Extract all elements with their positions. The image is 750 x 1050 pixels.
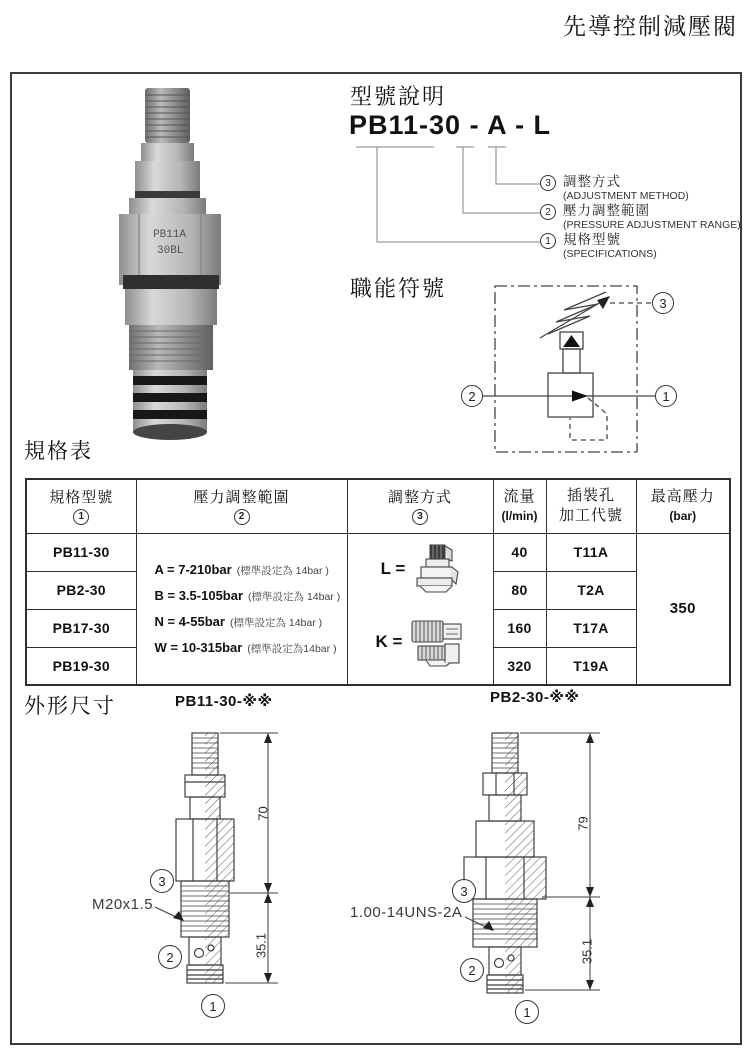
symbol-envelope [495, 286, 637, 452]
callout-1-zh: 規格型號 [563, 232, 621, 247]
thread-label-m20: M20x1.5 [92, 896, 154, 913]
spec-table-header-row [26, 479, 730, 533]
model-callout-lines [345, 140, 555, 250]
adjust-arrowhead [597, 296, 610, 309]
model-code: PB11-30 - A - L [349, 110, 552, 140]
callout-2-badge: 2 [540, 204, 556, 220]
cavity-cell-1: T2A [546, 571, 636, 609]
valve-photo [95, 85, 245, 445]
photo-stamp-2: 30BL [157, 245, 184, 257]
page-title: 先導控制減壓閥 [563, 13, 738, 39]
adjustment-cell [347, 533, 493, 685]
pb11-port-3: 3 [150, 869, 174, 893]
col-header-max-pressure: 最高壓力 (bar) [636, 479, 730, 533]
pressure-note-n: (標準設定為 14bar ) [229, 616, 323, 629]
callout-1-badge: 1 [540, 233, 556, 249]
flow-cell-1: 80 [493, 571, 546, 609]
col-header-model-circle: 1 [73, 509, 89, 525]
callout-2-zh: 壓力調整範圍 [563, 203, 650, 218]
pilot-feedback-line [570, 398, 607, 440]
col-header-model: 規格型號 1 [26, 479, 136, 533]
thread-label-uns: 1.00-14UNS-2A [350, 904, 463, 921]
photo-stamp-1: PB11A [153, 229, 187, 241]
model-cell-2: PB17-30 [26, 609, 136, 647]
pressure-code-b: B = 3.5-105bar [154, 587, 244, 603]
flow-cell-2: 160 [493, 609, 546, 647]
dimension-drawing-pb2 [350, 725, 620, 1025]
pressure-code-a: A = 7-210bar [154, 561, 232, 577]
symbol-section-heading: 職能符號 [350, 276, 447, 301]
callout-1-en: (SPECIFICATIONS) [563, 248, 657, 260]
adjustment-icon-l [413, 543, 459, 595]
callout-3-en: (ADJUSTMENT METHOD) [563, 190, 689, 202]
cavity-cell-0: T11A [546, 533, 636, 571]
dim-79: 79 [575, 816, 591, 831]
photo-valve-shapes [119, 88, 221, 440]
symbol-port-3: 3 [652, 292, 674, 314]
flow-arrowhead [572, 391, 588, 402]
callout-2-en: (PRESSURE ADJUSTMENT RANGE) [563, 219, 741, 231]
col-header-adjustment-circle: 3 [412, 509, 428, 525]
dim-70: 70 [255, 806, 271, 821]
spec-table-heading: 規格表 [24, 440, 93, 463]
pressure-range-cell [136, 533, 347, 685]
symbol-port-1: 1 [655, 385, 677, 407]
pb2-port-1: 1 [515, 1000, 539, 1024]
spec-table [25, 478, 731, 686]
valve-body-square [548, 373, 593, 417]
dim-35-1-right: 35.1 [579, 938, 595, 965]
symbol-port-2: 2 [461, 385, 483, 407]
dims-left-title: PB11-30-※※ [175, 693, 273, 710]
poppet-triangle [563, 335, 580, 347]
cavity-cell-2: T17A [546, 609, 636, 647]
adjustment-label-k: K = [375, 631, 403, 651]
col-header-flow: 流量 (l/min) [493, 479, 546, 533]
col-header-pressure-range: 壓力調整範圍 2 [136, 479, 347, 533]
table-row [26, 533, 730, 571]
model-cell-1: PB2-30 [26, 571, 136, 609]
pressure-note-a: (標準設定為 14bar ) [236, 564, 329, 577]
dimension-drawing-pb11 [80, 725, 300, 1025]
pb2-port-2: 2 [460, 958, 484, 982]
dims-right-title: PB2-30-※※ [490, 689, 580, 706]
callout-pressure-range [540, 204, 741, 231]
dims-section-heading: 外形尺寸 [24, 695, 116, 718]
dim-35-1-left: 35.1 [253, 932, 269, 959]
pressure-code-w: W = 10-315bar [154, 639, 243, 655]
pressure-note-b: (標準設定為 14bar ) [248, 590, 341, 603]
callout-3-badge: 3 [540, 175, 556, 191]
max-pressure-cell: 350 [636, 533, 730, 685]
pb2-port-3: 3 [452, 879, 476, 903]
pb11-port-1: 1 [201, 994, 225, 1018]
pb11-port-2: 2 [158, 945, 182, 969]
callout-3-zh: 調整方式 [563, 174, 621, 189]
adjustment-icon-k [410, 617, 464, 667]
callout-adjustment-method [540, 175, 689, 202]
flow-cell-0: 40 [493, 533, 546, 571]
callout-specifications [540, 233, 657, 260]
model-cell-3: PB19-30 [26, 647, 136, 685]
cavity-cell-3: T19A [546, 647, 636, 685]
col-header-adjustment: 調整方式 3 [347, 479, 493, 533]
flow-cell-3: 320 [493, 647, 546, 685]
model-section-heading: 型號說明 [350, 84, 447, 109]
col-header-cavity: 插裝孔 加工代號 [546, 479, 636, 533]
pressure-code-n: N = 4-55bar [154, 613, 225, 629]
model-cell-0: PB11-30 [26, 533, 136, 571]
col-header-pressure-circle: 2 [234, 509, 250, 525]
pressure-note-w: (標準設定為14bar ) [247, 642, 337, 655]
adjustment-label-l: L = [380, 558, 406, 578]
